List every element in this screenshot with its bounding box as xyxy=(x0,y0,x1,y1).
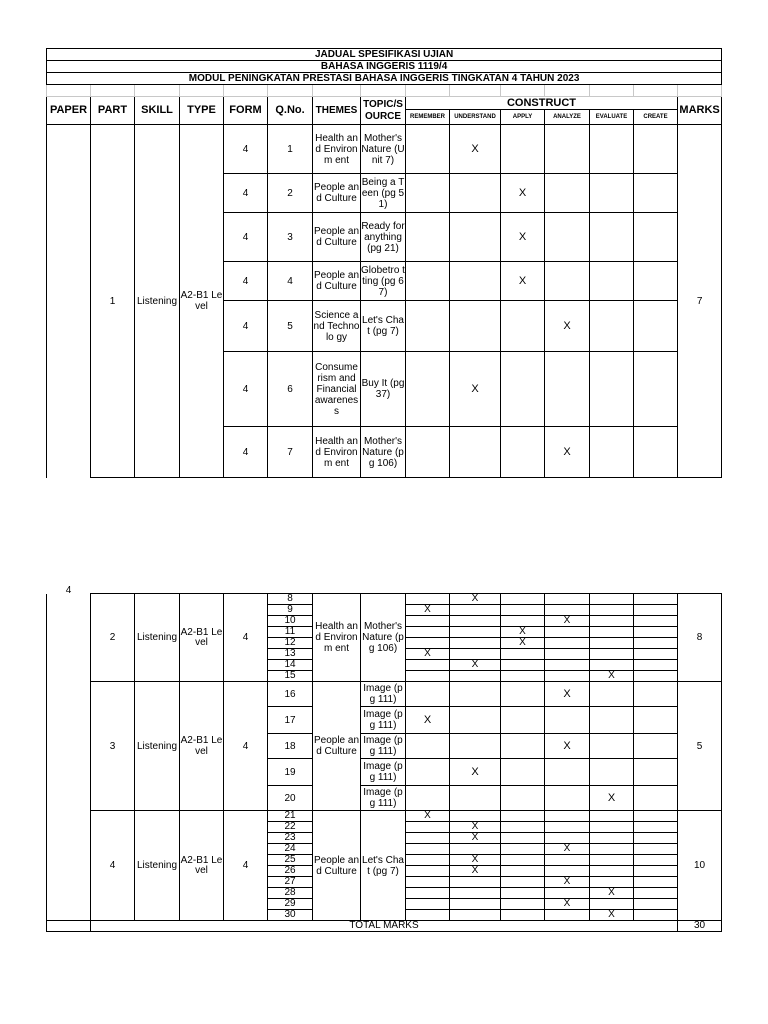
topic-cell: Ready for anything (pg 21) xyxy=(361,213,406,262)
topic-cell: Globetro tting (pg 67) xyxy=(361,262,406,301)
mark-cell xyxy=(545,125,590,174)
mark-x: X xyxy=(450,833,501,844)
form-cell: 4 xyxy=(224,174,268,213)
qno-cell: 6 xyxy=(268,352,313,427)
mark-cell xyxy=(590,682,634,707)
mark-cell xyxy=(545,759,590,786)
mark-cell xyxy=(406,786,450,811)
level-create: CREATE xyxy=(634,110,678,125)
mark-cell xyxy=(501,877,545,888)
mark-cell xyxy=(545,822,590,833)
header-part: PART xyxy=(91,97,135,125)
topic-cell: Image (pg 111) xyxy=(361,707,406,734)
mark-cell xyxy=(406,301,450,352)
header-type: TYPE xyxy=(180,97,224,125)
mark-cell xyxy=(634,707,678,734)
skill-cell: Listening xyxy=(135,811,180,921)
mark-cell xyxy=(450,786,501,811)
header-paper: PAPER xyxy=(47,97,91,125)
topic-cell: Mother's Nature (Unit 7) xyxy=(361,125,406,174)
mark-cell xyxy=(406,427,450,478)
type-cell: A2-B1 Level xyxy=(180,682,224,811)
marks-cell: 7 xyxy=(678,125,722,478)
table-row xyxy=(47,811,722,822)
mark-cell xyxy=(545,888,590,899)
mark-cell xyxy=(450,638,501,649)
type-cell: A2-B1 Level xyxy=(180,594,224,682)
mark-x: X xyxy=(545,899,590,910)
mark-cell xyxy=(634,671,678,682)
mark-cell xyxy=(406,888,450,899)
mark-x: X xyxy=(501,262,545,301)
mark-cell xyxy=(590,649,634,660)
mark-cell xyxy=(590,844,634,855)
title-line-3: MODUL PENINGKATAN PRESTASI BAHASA INGGERIS TINGKATAN 4 TAHUN 2023 xyxy=(47,73,722,85)
mark-cell xyxy=(590,352,634,427)
mark-cell xyxy=(501,759,545,786)
mark-cell xyxy=(406,734,450,759)
qno-cell: 17 xyxy=(268,707,313,734)
qno-cell: 29 xyxy=(268,899,313,910)
mark-x: X xyxy=(545,616,590,627)
theme-cell: Consume rism and Financial awarenes s xyxy=(313,352,361,427)
qno-cell: 24 xyxy=(268,844,313,855)
mark-x: X xyxy=(545,734,590,759)
mark-cell xyxy=(634,822,678,833)
qno-cell: 11 xyxy=(268,627,313,638)
mark-cell xyxy=(634,811,678,822)
qno-cell: 4 xyxy=(268,262,313,301)
topic-cell: Mother's Nature (pg 106) xyxy=(361,427,406,478)
mark-x: X xyxy=(590,888,634,899)
form-cell: 4 xyxy=(224,427,268,478)
mark-cell xyxy=(406,682,450,707)
mark-cell xyxy=(450,899,501,910)
type-cell: A2-B1 Level xyxy=(180,125,224,478)
mark-x: X xyxy=(545,682,590,707)
level-apply: APPLY xyxy=(501,110,545,125)
mark-cell xyxy=(406,627,450,638)
mark-cell xyxy=(590,899,634,910)
mark-cell xyxy=(590,822,634,833)
mark-cell xyxy=(501,833,545,844)
title-line-1: JADUAL SPESIFIKASI UJIAN xyxy=(47,49,722,61)
table-row xyxy=(47,125,722,174)
mark-cell xyxy=(545,213,590,262)
mark-cell xyxy=(590,759,634,786)
form-cell: 4 xyxy=(224,594,268,682)
mark-cell xyxy=(545,811,590,822)
header-skill: SKILL xyxy=(135,97,180,125)
mark-cell xyxy=(590,734,634,759)
mark-cell xyxy=(590,427,634,478)
table-row xyxy=(47,594,722,605)
mark-x: X xyxy=(545,427,590,478)
mark-cell xyxy=(501,899,545,910)
theme-cell: People and Culture xyxy=(313,213,361,262)
mark-cell xyxy=(501,811,545,822)
mark-cell xyxy=(406,910,450,921)
mark-cell xyxy=(501,605,545,616)
qno-cell: 16 xyxy=(268,682,313,707)
mark-cell xyxy=(590,638,634,649)
mark-cell xyxy=(634,427,678,478)
mark-x: X xyxy=(450,352,501,427)
qno-cell: 9 xyxy=(268,605,313,616)
mark-cell xyxy=(450,627,501,638)
title-line-2: BAHASA INGGERIS 1119/4 xyxy=(47,61,722,73)
theme-cell: Health and Environm ent xyxy=(313,427,361,478)
mark-cell xyxy=(501,660,545,671)
marks-cell: 10 xyxy=(678,811,722,921)
topic-cell: Let's Chat (pg 7) xyxy=(361,301,406,352)
qno-cell: 19 xyxy=(268,759,313,786)
mark-cell xyxy=(634,213,678,262)
mark-cell xyxy=(450,877,501,888)
qno-cell: 26 xyxy=(268,866,313,877)
mark-cell xyxy=(501,855,545,866)
total-value: 30 xyxy=(678,921,722,932)
qno-cell: 28 xyxy=(268,888,313,899)
mark-cell xyxy=(450,671,501,682)
mark-cell xyxy=(634,855,678,866)
mark-cell xyxy=(590,301,634,352)
mark-x: X xyxy=(501,174,545,213)
paper-cell xyxy=(47,125,91,478)
level-analyze: ANALYZE xyxy=(545,110,590,125)
paper-number: 4 xyxy=(65,584,72,596)
topic-cell: Image (pg 111) xyxy=(361,786,406,811)
mark-cell xyxy=(501,301,545,352)
header-marks: MARKS xyxy=(678,97,722,125)
qno-cell: 23 xyxy=(268,833,313,844)
mark-cell xyxy=(501,707,545,734)
topic-cell: Buy It (pg 37) xyxy=(361,352,406,427)
part-cell: 2 xyxy=(91,594,135,682)
mark-cell xyxy=(450,734,501,759)
topic-cell: Mother's Nature (pg 106) xyxy=(361,594,406,682)
total-row xyxy=(47,921,722,932)
mark-cell xyxy=(590,213,634,262)
mark-x: X xyxy=(450,866,501,877)
qno-cell: 21 xyxy=(268,811,313,822)
mark-x: X xyxy=(406,649,450,660)
mark-cell xyxy=(634,786,678,811)
topic-cell: Image (pg 111) xyxy=(361,682,406,707)
mark-cell xyxy=(634,125,678,174)
qno-cell: 8 xyxy=(268,594,313,605)
form-cell: 4 xyxy=(224,301,268,352)
spec-table-bottom xyxy=(46,584,722,932)
mark-cell xyxy=(501,888,545,899)
mark-cell xyxy=(406,125,450,174)
mark-x: X xyxy=(450,822,501,833)
mark-cell xyxy=(501,594,545,605)
mark-cell xyxy=(545,262,590,301)
theme-cell: Science and Technolo gy xyxy=(313,301,361,352)
mark-cell xyxy=(634,910,678,921)
mark-cell xyxy=(590,605,634,616)
mark-cell xyxy=(634,833,678,844)
mark-x: X xyxy=(590,786,634,811)
mark-cell xyxy=(634,301,678,352)
mark-x: X xyxy=(450,594,501,605)
mark-cell xyxy=(634,888,678,899)
qno-cell: 22 xyxy=(268,822,313,833)
mark-cell xyxy=(545,671,590,682)
mark-cell xyxy=(634,594,678,605)
mark-cell xyxy=(450,174,501,213)
qno-cell: 25 xyxy=(268,855,313,866)
mark-cell xyxy=(634,616,678,627)
mark-x: X xyxy=(501,638,545,649)
mark-cell xyxy=(501,682,545,707)
mark-cell xyxy=(450,811,501,822)
mark-cell xyxy=(450,616,501,627)
mark-cell xyxy=(501,427,545,478)
theme-cell: People and Culture xyxy=(313,174,361,213)
skill-cell: Listening xyxy=(135,682,180,811)
theme-cell: Health and Environm ent xyxy=(313,125,361,174)
header-topic: TOPIC/S OURCE xyxy=(361,97,406,125)
theme-cell: People and Culture xyxy=(313,682,361,811)
mark-cell xyxy=(634,660,678,671)
mark-cell xyxy=(406,660,450,671)
mark-cell xyxy=(406,352,450,427)
mark-cell xyxy=(406,262,450,301)
qno-cell: 20 xyxy=(268,786,313,811)
qno-cell: 14 xyxy=(268,660,313,671)
theme-cell: People and Culture xyxy=(313,262,361,301)
mark-cell xyxy=(406,855,450,866)
mark-cell xyxy=(590,174,634,213)
mark-cell xyxy=(590,866,634,877)
form-cell: 4 xyxy=(224,125,268,174)
qno-cell: 13 xyxy=(268,649,313,660)
mark-cell xyxy=(450,910,501,921)
theme-cell: People and Culture xyxy=(313,811,361,921)
header-construct: CONSTRUCT xyxy=(406,97,678,110)
theme-cell: Health and Environm ent xyxy=(313,594,361,682)
level-evaluate: EVALUATE xyxy=(590,110,634,125)
form-cell: 4 xyxy=(224,352,268,427)
mark-x: X xyxy=(545,877,590,888)
mark-cell xyxy=(634,638,678,649)
mark-cell xyxy=(590,125,634,174)
mark-cell xyxy=(406,899,450,910)
mark-cell xyxy=(406,833,450,844)
mark-x: X xyxy=(406,811,450,822)
mark-cell xyxy=(590,627,634,638)
mark-cell xyxy=(406,174,450,213)
mark-cell xyxy=(545,638,590,649)
mark-cell xyxy=(634,174,678,213)
mark-x: X xyxy=(545,301,590,352)
mark-cell xyxy=(450,649,501,660)
mark-cell xyxy=(634,877,678,888)
mark-x: X xyxy=(450,759,501,786)
mark-cell xyxy=(501,822,545,833)
mark-cell xyxy=(501,844,545,855)
total-label: TOTAL MARKS xyxy=(91,921,678,932)
mark-cell xyxy=(545,660,590,671)
mark-cell xyxy=(545,855,590,866)
mark-cell xyxy=(634,682,678,707)
mark-cell xyxy=(501,352,545,427)
mark-cell xyxy=(501,125,545,174)
mark-x: X xyxy=(501,627,545,638)
mark-cell xyxy=(450,888,501,899)
spec-table-top xyxy=(46,48,722,478)
mark-cell xyxy=(406,213,450,262)
qno-cell: 15 xyxy=(268,671,313,682)
mark-cell xyxy=(590,707,634,734)
header-qno: Q.No. xyxy=(268,97,313,125)
mark-cell xyxy=(590,262,634,301)
type-cell: A2-B1 Level xyxy=(180,811,224,921)
mark-cell xyxy=(406,877,450,888)
mark-x: X xyxy=(590,910,634,921)
mark-cell xyxy=(634,734,678,759)
mark-cell xyxy=(406,759,450,786)
mark-cell xyxy=(406,866,450,877)
mark-cell xyxy=(590,877,634,888)
mark-cell xyxy=(501,910,545,921)
paper-cell xyxy=(47,584,91,682)
mark-cell xyxy=(406,844,450,855)
mark-cell xyxy=(634,262,678,301)
mark-cell xyxy=(634,627,678,638)
mark-x: X xyxy=(450,125,501,174)
mark-cell xyxy=(590,811,634,822)
mark-x: X xyxy=(545,844,590,855)
qno-cell: 30 xyxy=(268,910,313,921)
qno-cell: 1 xyxy=(268,125,313,174)
mark-cell xyxy=(545,594,590,605)
qno-cell: 3 xyxy=(268,213,313,262)
mark-cell xyxy=(634,866,678,877)
mark-cell xyxy=(590,594,634,605)
mark-cell xyxy=(406,594,450,605)
mark-cell xyxy=(450,707,501,734)
mark-cell xyxy=(545,605,590,616)
mark-cell xyxy=(590,833,634,844)
mark-cell xyxy=(545,910,590,921)
mark-cell xyxy=(545,174,590,213)
mark-cell xyxy=(406,638,450,649)
mark-cell xyxy=(501,786,545,811)
mark-cell xyxy=(634,844,678,855)
mark-x: X xyxy=(406,605,450,616)
topic-cell: Let's Chat (pg 7) xyxy=(361,811,406,921)
mark-cell xyxy=(545,649,590,660)
mark-cell xyxy=(450,605,501,616)
part-cell: 1 xyxy=(91,125,135,478)
mark-cell xyxy=(450,213,501,262)
marks-cell: 8 xyxy=(678,594,722,682)
skill-cell: Listening xyxy=(135,125,180,478)
mark-cell xyxy=(406,671,450,682)
topic-cell: Image (pg 111) xyxy=(361,759,406,786)
qno-cell: 27 xyxy=(268,877,313,888)
mark-x: X xyxy=(501,213,545,262)
mark-cell xyxy=(501,616,545,627)
form-cell: 4 xyxy=(224,811,268,921)
part-cell: 3 xyxy=(91,682,135,811)
mark-cell xyxy=(545,866,590,877)
header-form: FORM xyxy=(224,97,268,125)
mark-cell xyxy=(545,786,590,811)
part-cell: 4 xyxy=(91,811,135,921)
mark-cell xyxy=(634,649,678,660)
topic-cell: Image (pg 111) xyxy=(361,734,406,759)
qno-cell: 5 xyxy=(268,301,313,352)
mark-cell xyxy=(634,605,678,616)
mark-cell xyxy=(634,352,678,427)
mark-cell xyxy=(450,844,501,855)
mark-cell xyxy=(406,822,450,833)
mark-cell xyxy=(634,759,678,786)
mark-cell xyxy=(545,833,590,844)
mark-x: X xyxy=(450,660,501,671)
form-cell: 4 xyxy=(224,262,268,301)
form-cell: 4 xyxy=(224,213,268,262)
mark-cell xyxy=(590,660,634,671)
mark-cell xyxy=(501,734,545,759)
mark-cell xyxy=(590,616,634,627)
mark-cell xyxy=(501,649,545,660)
mark-cell xyxy=(634,899,678,910)
skill-cell: Listening xyxy=(135,594,180,682)
table-row xyxy=(47,682,722,707)
form-cell: 4 xyxy=(224,682,268,811)
mark-cell xyxy=(501,671,545,682)
mark-cell xyxy=(501,866,545,877)
qno-cell: 2 xyxy=(268,174,313,213)
mark-cell xyxy=(450,262,501,301)
level-remember: REMEMBER xyxy=(406,110,450,125)
qno-cell: 10 xyxy=(268,616,313,627)
mark-cell xyxy=(406,616,450,627)
mark-cell xyxy=(450,301,501,352)
mark-cell xyxy=(545,707,590,734)
mark-cell xyxy=(545,627,590,638)
paper-cell xyxy=(47,682,91,811)
mark-cell xyxy=(450,682,501,707)
level-understand: UNDERSTAND xyxy=(450,110,501,125)
marks-cell: 5 xyxy=(678,682,722,811)
mark-cell xyxy=(590,855,634,866)
header-themes: THEMES xyxy=(313,97,361,125)
mark-x: X xyxy=(590,671,634,682)
mark-cell xyxy=(545,352,590,427)
qno-cell: 18 xyxy=(268,734,313,759)
mark-x: X xyxy=(406,707,450,734)
qno-cell: 7 xyxy=(268,427,313,478)
mark-cell xyxy=(450,427,501,478)
topic-cell: Being a Teen (pg 51) xyxy=(361,174,406,213)
mark-x: X xyxy=(450,855,501,866)
qno-cell: 12 xyxy=(268,638,313,649)
paper-cell xyxy=(47,811,91,921)
